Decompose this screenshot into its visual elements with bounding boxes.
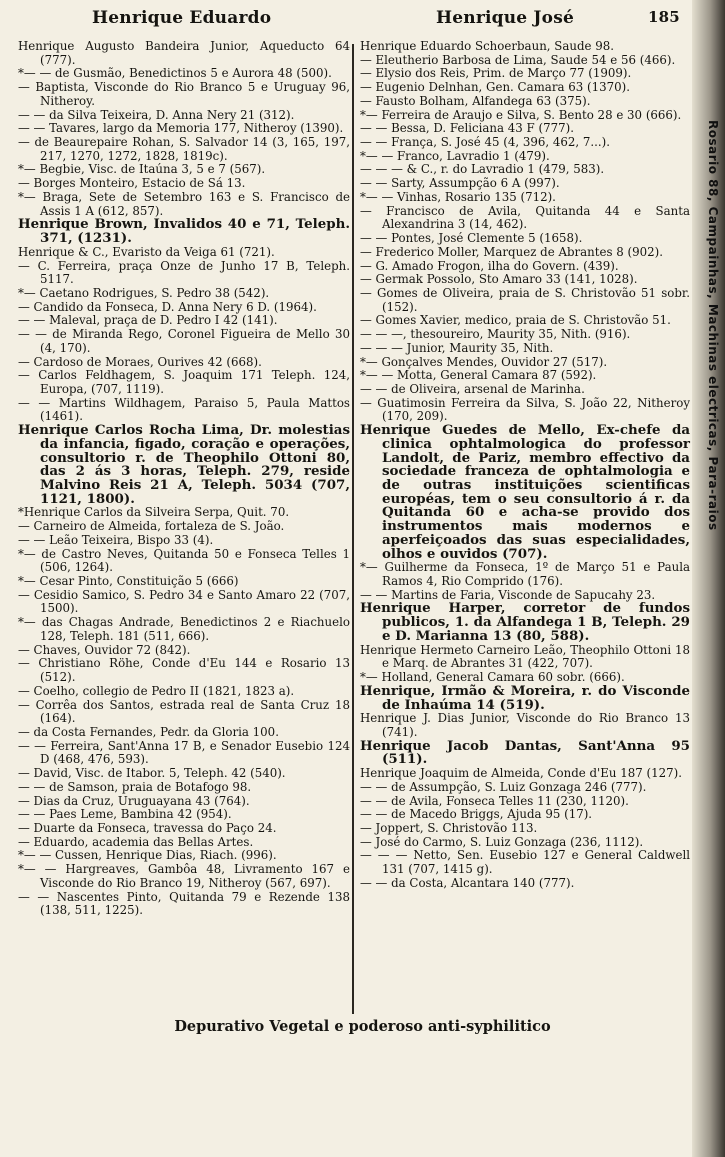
directory-entry: Henrique J. Dias Junior, Visconde do Rio Branco 13 (741). bbox=[360, 711, 690, 739]
directory-entry: *— — Cussen, Henrique Dias, Riach. (996). bbox=[18, 848, 277, 863]
directory-entry: *— Gonçalves Mendes, Ouvidor 27 (517). bbox=[360, 354, 608, 369]
directory-entry: — — de Oliveira, arsenal de Marinha. bbox=[360, 381, 585, 396]
directory-entry: — Frederico Moller, Marquez de Abrantes 8 (902). bbox=[360, 244, 664, 259]
directory-entry: *— Ferreira de Araujo e Silva, S. Bento 28 e 30 (666). bbox=[360, 107, 682, 122]
directory-entry-bold: Henrique Brown, Invalidos 40 e 71, Teleph. 371, (1231). bbox=[18, 216, 350, 247]
margin-advertisement: Rosario 88, Campainhas, Machinas electricas, Para-raios bbox=[706, 120, 720, 531]
directory-entry: — de Beaurepaire Rohan, S. Salvador 14 (3, 165, 197, 217, 1270, 1272, 1828, 1819c). bbox=[18, 135, 350, 163]
footer-advertisement: Depurativo Vegetal e poderoso anti-syphilitico bbox=[174, 1018, 551, 1035]
directory-entry-bold: Henrique Jacob Dantas, Sant'Anna 95 (511). bbox=[360, 737, 690, 768]
directory-entry: — Gomes de Oliveira, praia de S. Christovão 51 sobr. (152). bbox=[360, 285, 690, 314]
directory-entry-bold: Henrique Guedes de Mello, Ex-chefe da clinica ophtalmologica do professor Landolt, de Pariz, membro effectivo da sociedade franceza de ophtalmologia e de outras instituições scientificas européas, tem o seu consultorio á r. da Quitanda 60 e acha-se provido dos instrumentos mais modernos e aperfeiçoados das suas especialidades, olhos e ouvidos (707). bbox=[360, 422, 690, 562]
running-header-left: Henrique Eduardo bbox=[92, 8, 272, 28]
directory-entry: *— Guilherme da Fonseca, 1º de Março 51 e Paula Ramos 4, Rio Comprido (176). bbox=[360, 560, 690, 589]
directory-entry: — Eleutherio Barbosa de Lima, Saude 54 e 56 (466). bbox=[360, 52, 676, 67]
directory-entry: — Gomes Xavier, medico, praia de S. Christovão 51. bbox=[360, 313, 671, 328]
directory-entry: — Cesidio Samico, S. Pedro 34 e Santo Amaro 22 (707, 1500). bbox=[18, 587, 350, 616]
directory-entry: — Coelho, collegio de Pedro II (1821, 1823 a). bbox=[18, 683, 295, 698]
directory-entry: — — de Samson, praia de Botafogo 98. bbox=[18, 779, 252, 794]
directory-entry: — Duarte da Fonseca, travessa do Paço 24. bbox=[18, 820, 277, 835]
directory-entry: *— das Chagas Andrade, Benedictinos 2 e Riachuelo 128, Teleph. 181 (511, 666). bbox=[18, 615, 350, 643]
directory-entry: Henrique & C., Evaristo da Veiga 61 (721). bbox=[18, 244, 275, 259]
directory-entry: — — Martins Wildhagem, Paraiso 5, Paula Mattos (1461). bbox=[18, 395, 350, 424]
directory-entry: *— — Vinhas, Rosario 135 (712). bbox=[360, 189, 556, 204]
directory-entry: — Christiano Röhe, Conde d'Eu 144 e Rosario 13 (512). bbox=[18, 656, 350, 685]
directory-entry: — — de Macedo Briggs, Ajuda 95 (17). bbox=[360, 807, 593, 822]
directory-entry: — David, Visc. de Itabor. 5, Teleph. 42 (540). bbox=[18, 766, 286, 781]
directory-entry: — Corrêa dos Santos, estrada real de Santa Cruz 18 (164). bbox=[18, 697, 350, 726]
directory-entry: — Germak Possolo, Sto Amaro 33 (141, 1028). bbox=[360, 272, 638, 287]
directory-entry: — Eduardo, academia das Bellas Artes. bbox=[18, 834, 254, 849]
directory-entry: — Baptista, Visconde do Rio Branco 5 e Uruguay 96, Nitheroy. bbox=[18, 80, 350, 108]
directory-entry: — — Sarty, Assumpção 6 A (997). bbox=[360, 176, 560, 191]
directory-entry: — — — Junior, Maurity 35, Nith. bbox=[360, 340, 554, 355]
directory-entry: — — Paes Leme, Bambina 42 (954). bbox=[18, 807, 232, 822]
directory-entry: — Carneiro de Almeida, fortaleza de S. João. bbox=[18, 519, 285, 534]
directory-entry: — — Pontes, José Clemente 5 (1658). bbox=[360, 231, 583, 246]
running-header-right: Henrique José bbox=[436, 8, 575, 28]
directory-entry: — Carlos Feldhagem, S. Joaquim 171 Teleph. 124, Europa, (707, 1119). bbox=[18, 368, 350, 396]
directory-entry: *— Braga, Sete de Setembro 163 e S. Francisco de Assis 1 A (612, 857). bbox=[18, 189, 350, 218]
directory-entry: *— Holland, General Camara 60 sobr. (666). bbox=[360, 670, 625, 685]
directory-entry: — — Martins de Faria, Visconde de Sapucahy 23. bbox=[360, 587, 656, 602]
directory-entry: — Chaves, Ouvidor 72 (842). bbox=[18, 642, 191, 657]
directory-entry: — — Tavares, largo da Memoria 177, Nitheroy (1390). bbox=[18, 121, 344, 136]
directory-entry: — Cardoso de Moraes, Ourives 42 (668). bbox=[18, 354, 262, 369]
directory-entry: — Guatimosin Ferreira da Silva, S. João 22, Nitheroy (170, 209). bbox=[360, 395, 690, 424]
directory-entry: *— Cesar Pinto, Constituição 5 (666) bbox=[18, 574, 239, 589]
directory-entry: — Candido da Fonseca, D. Anna Nery 6 D. (1964). bbox=[18, 299, 317, 314]
directory-entry: — — Bessa, D. Feliciana 43 F (777). bbox=[360, 121, 574, 136]
directory-entry: — — —, thesoureiro, Maurity 35, Nith. (916). bbox=[360, 327, 631, 342]
directory-entry: — C. Ferreira, praça Onze de Junho 17 B, Teleph. 5117. bbox=[18, 258, 350, 287]
directory-entry: Henrique Joaquim de Almeida, Conde d'Eu 187 (127). bbox=[360, 766, 682, 781]
page-number: 185 bbox=[648, 8, 680, 26]
directory-entry: — — de Miranda Rego, Coronel Figueira de Mello 30 (4, 170). bbox=[18, 327, 350, 355]
directory-entry: *— de Castro Neves, Quitanda 50 e Fonseca Telles 1 (506, 1264). bbox=[18, 546, 350, 575]
directory-entry: — Fausto Bolham, Alfandega 63 (375). bbox=[360, 93, 591, 108]
left-column bbox=[18, 40, 350, 918]
directory-entry: *— — de Gusmão, Benedictinos 5 e Aurora 48 (500). bbox=[18, 66, 332, 81]
directory-entry: — — França, S. José 45 (4, 396, 462, 7...). bbox=[360, 135, 610, 150]
column-divider bbox=[352, 44, 354, 1014]
directory-entry: — — de Assumpção, S. Luiz Gonzaga 246 (777). bbox=[360, 779, 647, 794]
directory-entry: Henrique Augusto Bandeira Junior, Aqueducto 64 (777). bbox=[18, 39, 350, 67]
directory-entry: — José do Carmo, S. Luiz Gonzaga (236, 1112). bbox=[360, 834, 644, 849]
directory-entry: *— — Motta, General Camara 87 (592). bbox=[360, 368, 597, 383]
directory-entry: — — Ferreira, Sant'Anna 17 B, e Senador Eusebio 124 D (468, 476, 593). bbox=[18, 738, 350, 767]
right-column bbox=[360, 40, 690, 891]
directory-entry: — — — Netto, Sen. Eusebio 127 e General Caldwell 131 (707, 1415 g). bbox=[360, 848, 690, 877]
directory-entry: — Francisco de Avila, Quitanda 44 e Santa Alexandrina 3 (14, 462). bbox=[360, 203, 690, 232]
directory-entry: — — Leão Teixeira, Bispo 33 (4). bbox=[18, 532, 214, 547]
directory-entry: Henrique Hermeto Carneiro Leão, Theophilo Ottoni 18 e Marq. de Abrantes 31 (422, 707). bbox=[360, 642, 690, 671]
directory-entry: *— — Franco, Lavradio 1 (479). bbox=[360, 148, 550, 163]
directory-entry: — — Maleval, praça de D. Pedro I 42 (141). bbox=[18, 313, 278, 328]
directory-entry: — da Costa Fernandes, Pedr. da Gloria 100. bbox=[18, 724, 279, 739]
directory-entry-bold: Henrique Carlos Rocha Lima, Dr. molestias da infancia, figado, coração e operações, consultorio r. de Theophilo Ottoni 80, das 2 ás 3 horas, Teleph. 279, reside Malvino Reis 21 A, Teleph. 5034 (707, 1121, 1800). bbox=[18, 422, 350, 507]
directory-entry: — — da Silva Teixeira, D. Anna Nery 21 (312). bbox=[18, 107, 295, 122]
directory-entry: — — de Avila, Fonseca Telles 11 (230, 1120). bbox=[360, 793, 629, 808]
directory-entry-bold: Henrique Harper, corretor de fundos publicos, 1. da Alfandega 1 B, Teleph. 29 e D. Marianna 13 (80, 588). bbox=[360, 600, 690, 644]
directory-entry: *— Begbie, Visc. de Itaúna 3, 5 e 7 (567). bbox=[18, 162, 266, 177]
directory-entry: *Henrique Carlos da Silveira Serpa, Quit. 70. bbox=[18, 505, 290, 520]
directory-entry: — Borges Monteiro, Estacio de Sá 13. bbox=[18, 176, 246, 191]
directory-entry: *— — Hargreaves, Gambôa 48, Livramento 167 e Visconde do Rio Branco 19, Nitheroy (567, 697). bbox=[18, 862, 350, 890]
directory-entry-bold: Henrique, Irmão & Moreira, r. do Visconde de Inhaúma 14 (519). bbox=[360, 682, 690, 713]
directory-entry: — Elysio dos Reis, Prim. de Março 77 (1909). bbox=[360, 66, 632, 81]
directory-entry: — Dias da Cruz, Uruguayana 43 (764). bbox=[18, 793, 250, 808]
directory-entry: — — — & C., r. do Lavradio 1 (479, 583). bbox=[360, 162, 605, 177]
directory-entry: — — da Costa, Alcantara 140 (777). bbox=[360, 875, 575, 890]
directory-entry: Henrique Eduardo Schoerbaun, Saude 98. bbox=[360, 39, 615, 53]
directory-entry: — Eugenio Delnhan, Gen. Camara 63 (1370). bbox=[360, 80, 630, 95]
directory-entry: — G. Amado Frogon, ilha do Govern. (439). bbox=[360, 258, 619, 273]
directory-entry: *— Caetano Rodrigues, S. Pedro 38 (542). bbox=[18, 285, 270, 300]
directory-entry: — Joppert, S. Christovão 113. bbox=[360, 820, 538, 835]
directory-entry: — — Nascentes Pinto, Quitanda 79 e Rezende 138 (138, 511, 1225). bbox=[18, 889, 350, 918]
